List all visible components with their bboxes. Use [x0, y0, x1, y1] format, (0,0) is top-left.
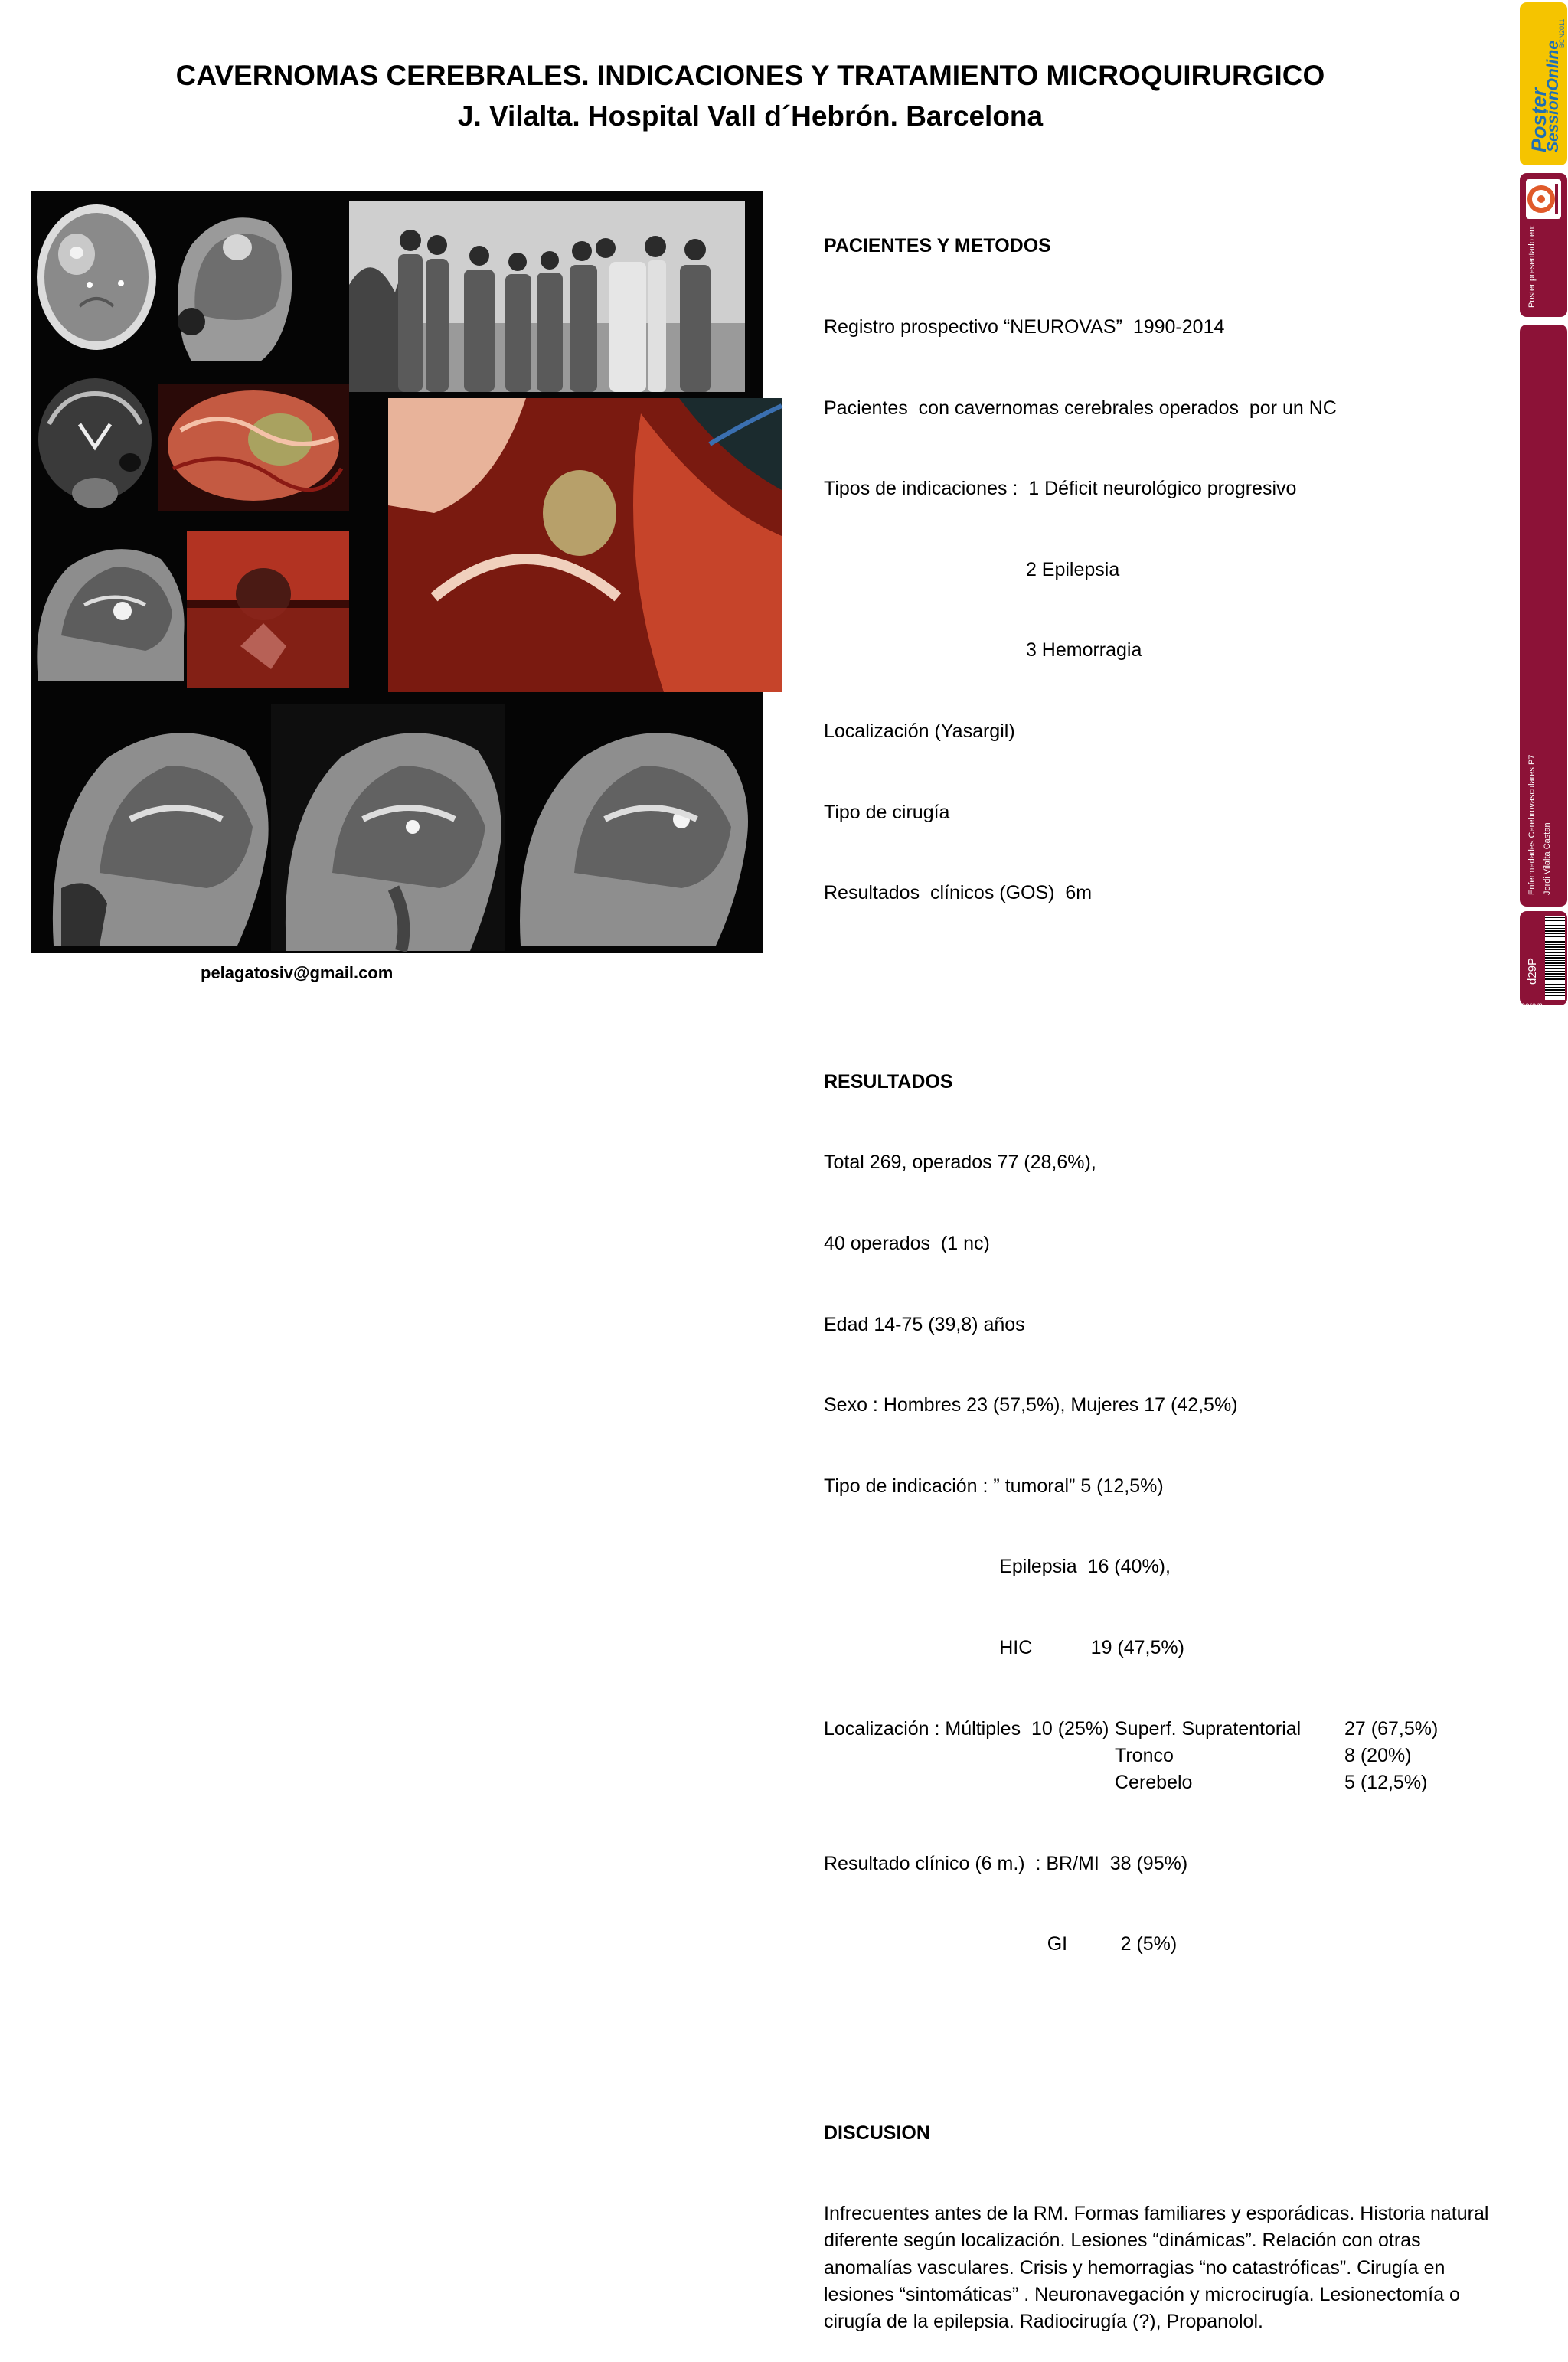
- coronal-mri-image: [34, 371, 156, 521]
- barcode-icon: [1545, 916, 1565, 1000]
- resultados-line: 40 operados (1 nc): [824, 1232, 990, 1254]
- author-label: Jordi Vilalta Castan: [1543, 822, 1552, 895]
- category-label: Enfermedades Cerebrovasculares P7: [1527, 754, 1537, 895]
- resultados-line: Edad 14-75 (39,8) años: [824, 1313, 1025, 1335]
- localizacion-value: 8 (20%): [1344, 1744, 1412, 1766]
- seram-label: seram: [1521, 1001, 1543, 1010]
- pacientes-heading: PACIENTES Y METODOS: [824, 235, 1051, 257]
- brand-line2: SessionOnline: [1544, 41, 1562, 152]
- image-collage: [31, 191, 763, 953]
- pacientes-line: Resultados clínicos (GOS) 6m: [824, 882, 1093, 904]
- clinico-line: Resultado clínico (6 m.) : BR/MI 38 (95%): [824, 1852, 1188, 1874]
- brand-small: BCN2011: [1558, 18, 1566, 48]
- pacientes-line: Tipo de cirugía: [824, 801, 950, 823]
- localizacion-name: Cerebelo: [1115, 1771, 1193, 1793]
- surgical-photo-2: [187, 531, 349, 688]
- sagittal-mri-image-3: [38, 704, 272, 946]
- presented-label: Poster presentado en:: [1527, 224, 1537, 308]
- resultados-heading: RESULTADOS: [824, 1070, 953, 1093]
- poster-code: d29P: [1526, 957, 1539, 985]
- poster-info-strip: [1520, 325, 1567, 907]
- surgical-photo-main: [388, 398, 782, 692]
- localizacion-name: Tronco: [1115, 1744, 1174, 1766]
- localizacion-table: [824, 1716, 1498, 1797]
- pacientes-line: Registro prospectivo “NEUROVAS” 1990-2014: [824, 316, 1225, 338]
- pacientes-line: 2 Epilepsia: [824, 558, 1120, 580]
- poster-subtitle: J. Vilalta. Hospital Vall d´Hebrón. Barcelona: [457, 100, 1044, 132]
- localizacion-value: 27 (67,5%): [1344, 1717, 1439, 1740]
- content-column: [824, 179, 1498, 2362]
- congress-badge: [1520, 173, 1567, 317]
- sagittal-mri-image-1: [161, 199, 297, 361]
- clinico-line: GI 2 (5%): [824, 1933, 1178, 1955]
- resultados-line: Epilepsia 16 (40%),: [824, 1556, 1171, 1578]
- sagittal-mri-image-2: [31, 528, 188, 681]
- localizacion-value: 5 (12,5%): [1344, 1771, 1428, 1793]
- poster-code-strip: [1520, 911, 1567, 1010]
- poster-title: CAVERNOMAS CEREBRALES. INDICACIONES Y TRATAMIENTO MICROQUIRURGICO: [175, 60, 1325, 91]
- pacientes-line: 3 Hemorragia: [824, 639, 1142, 662]
- congress-logo-icon: [1526, 179, 1561, 219]
- pacientes-line: Pacientes con cavernomas cerebrales operados por un NC: [824, 397, 1337, 419]
- sagittal-mri-image-5: [505, 704, 754, 946]
- surgical-photo-1: [158, 384, 349, 511]
- discusion-heading: DISCUSION: [824, 2122, 930, 2144]
- contact-email[interactable]: pelagatosiv@gmail.com: [201, 963, 394, 982]
- pacientes-line: Tipos de indicaciones : 1 Déficit neurológico progresivo: [824, 478, 1297, 500]
- resultados-line: Sexo : Hombres 23 (57,5%), Mujeres 17 (42,5%): [824, 1394, 1238, 1416]
- poster-session-logo[interactable]: [1520, 2, 1567, 165]
- resultados-line: Tipo de indicación : ” tumoral” 5 (12,5%): [824, 1475, 1164, 1497]
- group-photo: [349, 201, 745, 392]
- resultados-line: Total 269, operados 77 (28,6%),: [824, 1152, 1096, 1174]
- localizacion-name: Superf. Supratentorial: [1115, 1717, 1302, 1740]
- localizacion-label: Localización : Múltiples 10 (25%): [824, 1717, 1109, 1740]
- resultados-line: HIC 19 (47,5%): [824, 1636, 1184, 1658]
- sagittal-mri-image-4: [271, 704, 505, 951]
- discusion-text: Infrecuentes antes de la RM. Formas familiares y esporádicas. Historia natural diferente según localización. Lesiones “dinámicas”. Relación con otras anomalías vasculares. Crisis y hemorragias “no catastróficas”. Cirugía en lesiones “sintomáticas” . Neuronavegación y microcirugía. Lesionectomía o cirugía de la epilepsia. Radiocirugía (?), Propanolol.: [824, 2203, 1489, 2333]
- pacientes-line: Localización (Yasargil): [824, 720, 1015, 743]
- ct-scan-image: [34, 199, 159, 356]
- brand-line1: Poster: [1527, 87, 1550, 152]
